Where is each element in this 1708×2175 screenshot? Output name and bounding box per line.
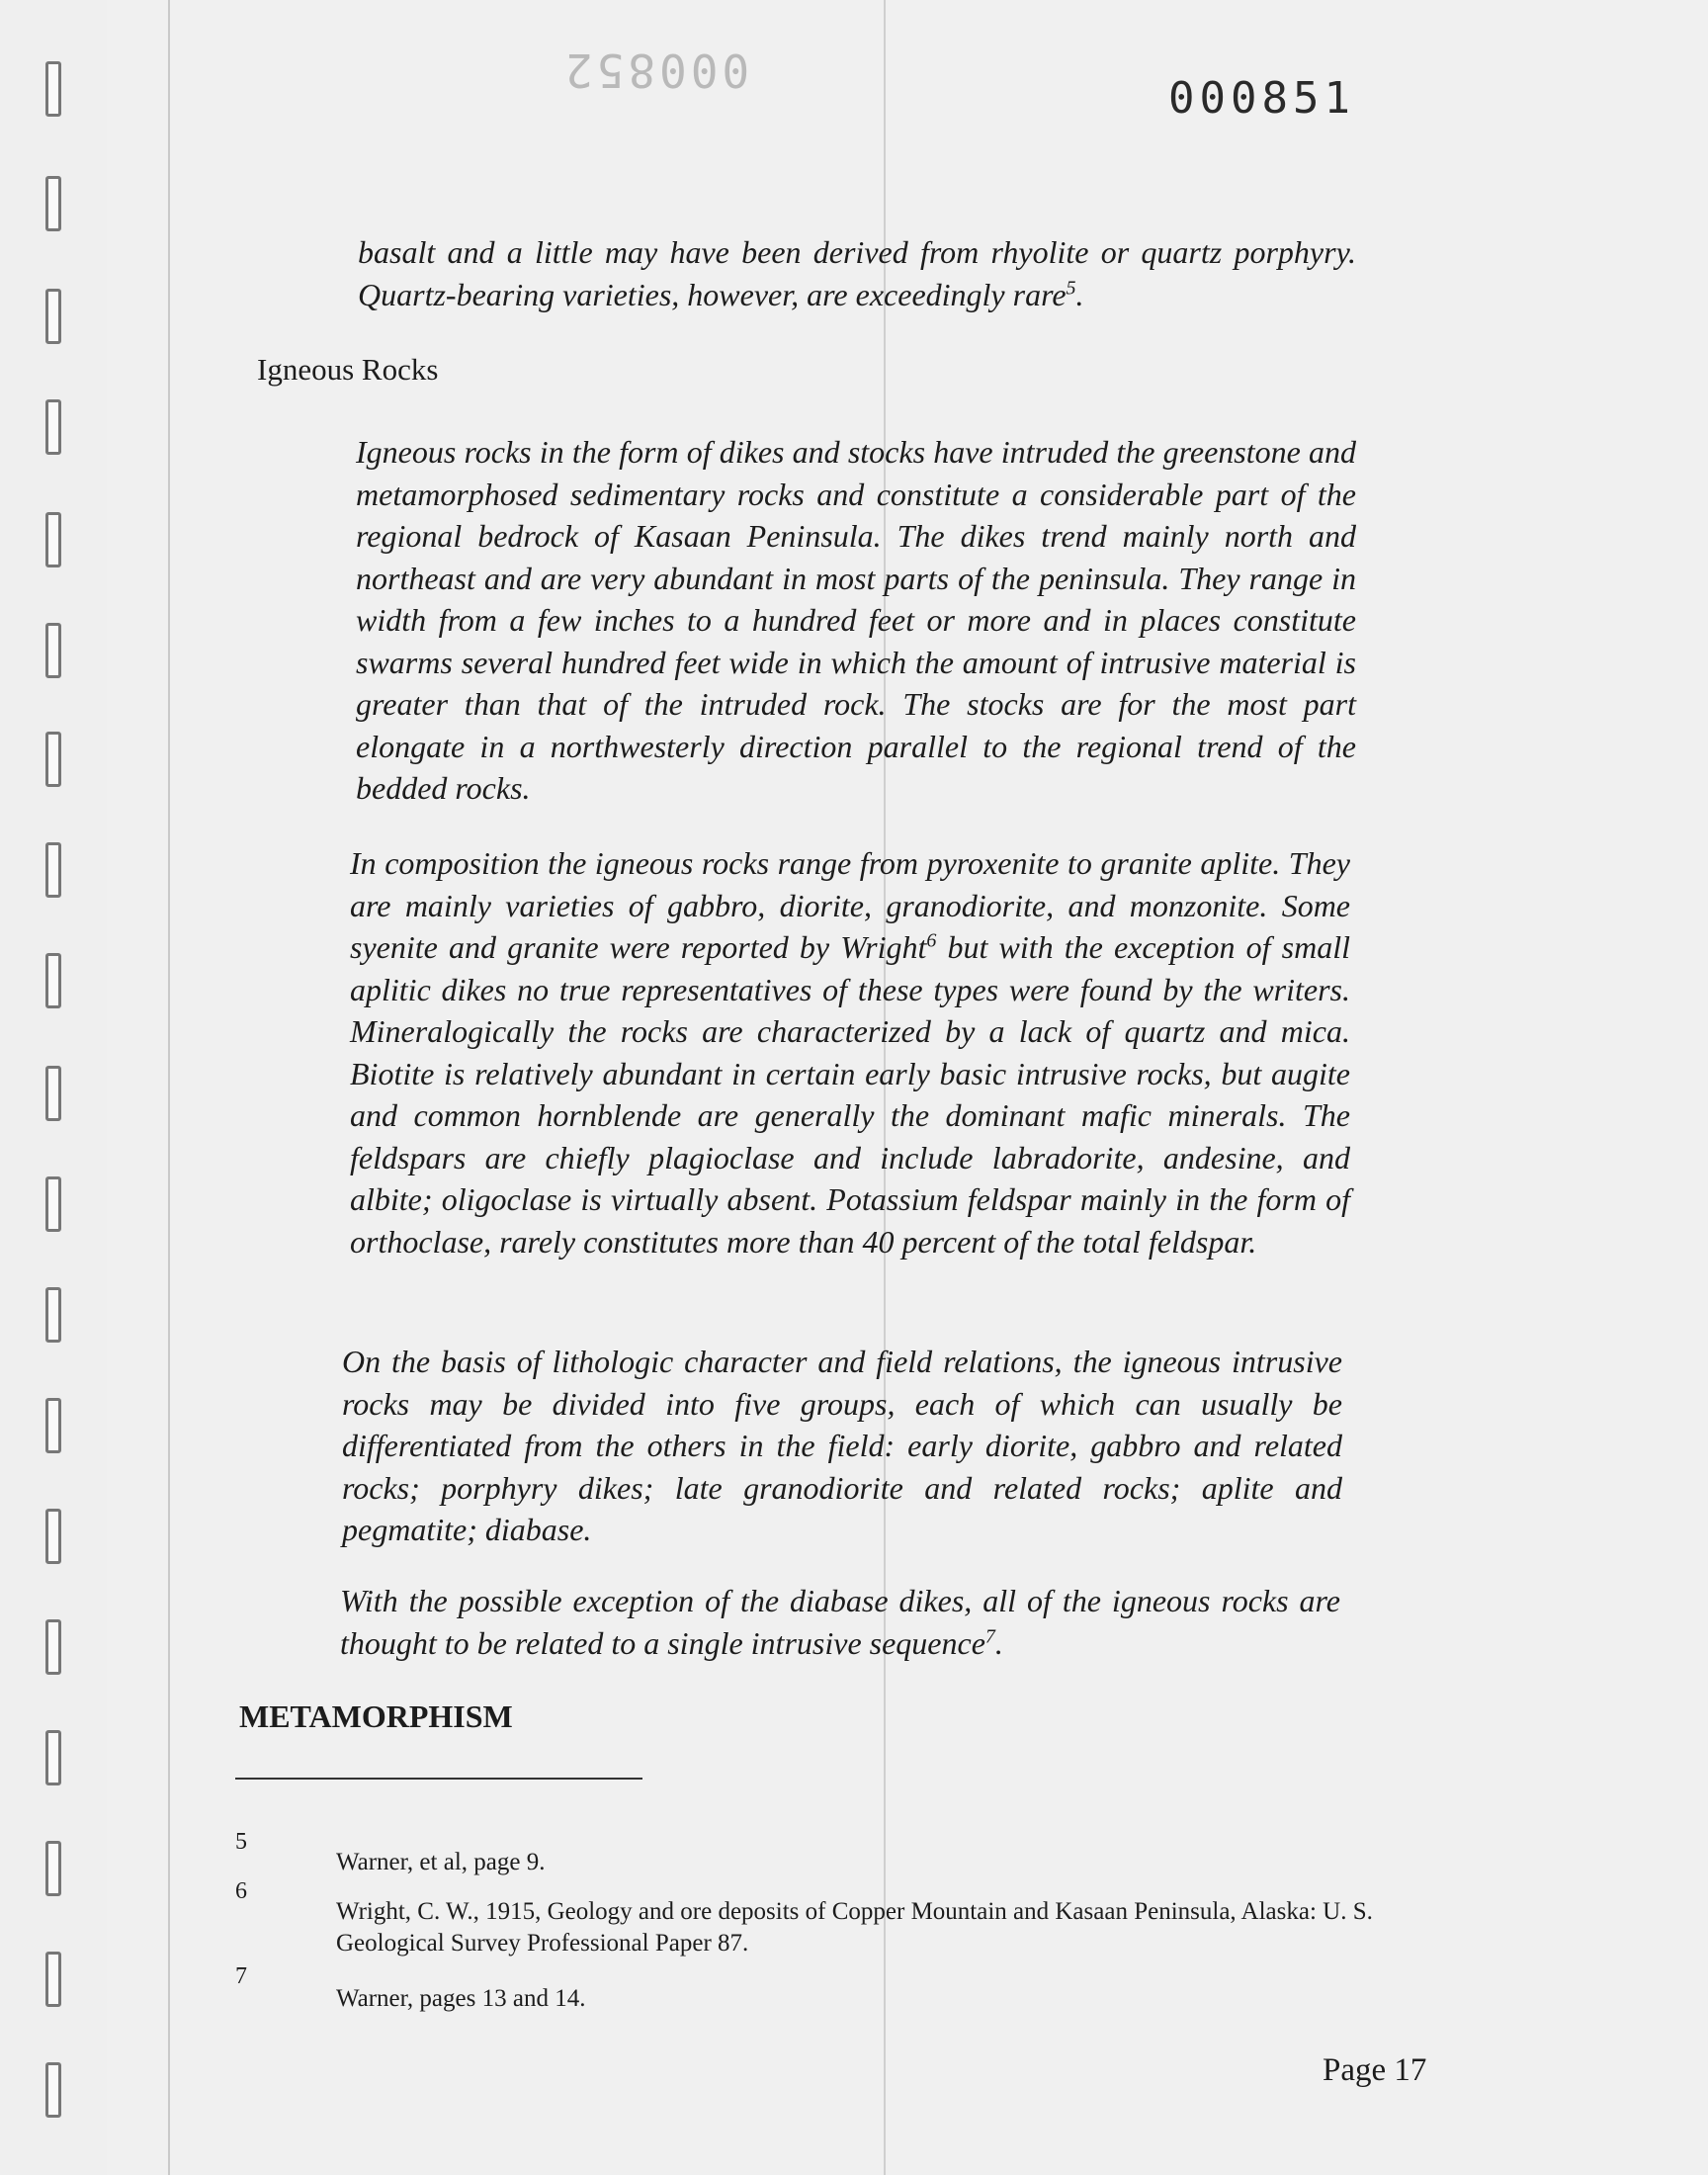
paragraph-sequence (340, 1580, 1340, 1664)
section-heading-metamorphism: METAMORPHISM (239, 1698, 513, 1734)
footnote-text: Warner, pages 13 and 14. (336, 1985, 586, 2012)
feed-hole (45, 1730, 61, 1785)
feed-hole (45, 1287, 61, 1343)
feed-hole (45, 1509, 61, 1564)
section-heading-igneous-rocks: Igneous Rocks (257, 352, 439, 387)
feed-hole (45, 61, 61, 117)
paragraph-igneous-intro: Igneous rocks in the form of dikes and stocks have intruded the greenstone and metamorphosed sedimentary rocks and constitute a considerable part of the regional bedrock of Kasaan Peninsula. The dikes trend mainly north and northeast and are very abundant in most parts of the peninsula. They range in width from a few inches to a hundred feet or more and in places constitute swarms several hundred feet wide in which the amount of intrusive material is greater than that of the intruded rock. The stocks are for the most part elongate in a northwesterly direction parallel to the regional trend of the bedded rocks. (356, 434, 1356, 806)
footnote-text: Wright, C. W., 1915, Geology and ore deposits of Copper Mountain and Kasaan Peninsula, Alaska: U. S. Geological Survey Professional Paper 87. (336, 1898, 1373, 1957)
paragraph-continuation (358, 231, 1356, 315)
feed-hole (45, 1398, 61, 1453)
paragraph-composition (350, 842, 1350, 1262)
feed-hole (45, 2062, 61, 2118)
paragraph-text: basalt and a little may have been derived from rhyolite or quartz porphyry. Quartz-bearing varieties, however, are exceedingly rare (358, 234, 1356, 312)
footnote-ref: 5 (1066, 276, 1076, 299)
paragraph-text: . (1075, 276, 1084, 312)
feed-hole (45, 732, 61, 787)
feed-hole (45, 1952, 61, 2007)
paragraph-text: In composition the igneous rocks range from pyroxenite to granite aplite. They are mainly varieties of gabbro, diorite, granodiorite, and monzonite. Some syenite and granite were reported by Wright (350, 845, 1350, 965)
feed-hole (45, 953, 61, 1008)
footnote-ref: 7 (984, 1624, 995, 1647)
feed-hole (45, 1066, 61, 1121)
paragraph-text: . (994, 1624, 1003, 1661)
footnote-number: 5 (235, 1829, 247, 1855)
feed-hole (45, 623, 61, 678)
footnote-ref: 6 (926, 929, 937, 952)
feed-hole (45, 512, 61, 567)
feed-hole (45, 842, 61, 898)
feed-hole (45, 289, 61, 344)
footnote-number: 6 (235, 1878, 247, 1904)
feed-hole (45, 176, 61, 231)
perforation-line (168, 0, 170, 2175)
bates-stamp-number: 000851 (1168, 73, 1355, 124)
feed-hole (45, 1841, 61, 1896)
paragraph-groups: On the basis of lithologic character and field relations, the igneous intrusive rocks may be divided into five groups, each of which can usually be differentiated from the others in the field: early diorite, gabbro and related rocks; porphyry dikes; late granodiorite and related rocks; aplite and pegmatite; diabase. (342, 1344, 1342, 1547)
paragraph-text: With the possible exception of the diabase dikes, all of the igneous rocks are thought to be related to a single intrusive sequence (340, 1583, 1340, 1661)
feed-hole (45, 1619, 61, 1675)
page-number: Page 17 (1323, 2052, 1427, 2088)
feed-hole (45, 1176, 61, 1232)
feed-hole (45, 399, 61, 455)
bates-stamp-bleedthrough: 000852 (561, 44, 750, 97)
paragraph-text: but with the exception of small aplitic dikes no true representatives of these types were found by the writers. Mineralogically the rocks are characterized by a lack of quartz and mica. Biotite is relatively abundant in certain early basic intrusive rocks, but augite and common hornblende are generally the dominant mafic minerals. The feldspars are chiefly plagioclase and include labradorite, andesine, and albite; oligoclase is virtually absent. Potassium feldspar mainly in the form of orthoclase, rarely constitutes more than 40 percent of the total feldspar. (350, 929, 1351, 1260)
footnote-number: 7 (235, 1963, 247, 1989)
footnote-separator (235, 1778, 642, 1780)
footnote-text: Warner, et al, page 9. (336, 1849, 546, 1875)
